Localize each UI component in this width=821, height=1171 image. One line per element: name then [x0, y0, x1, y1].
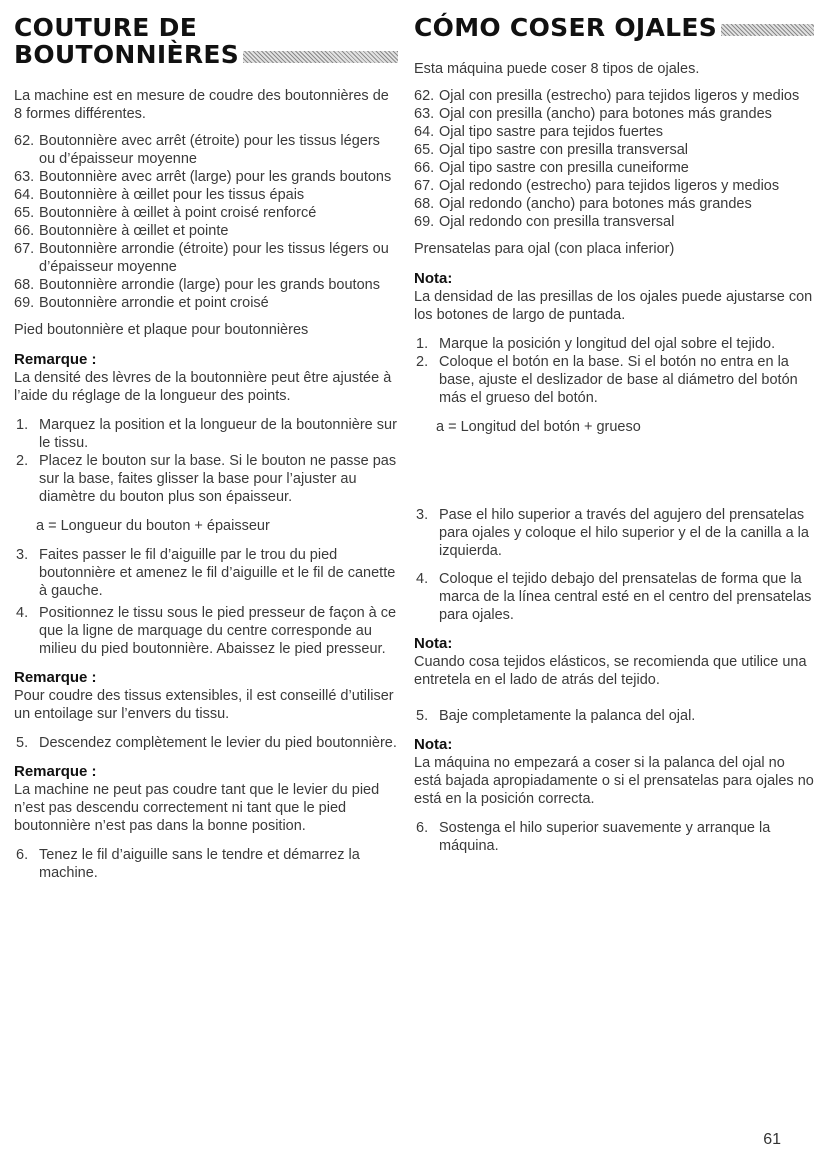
fr-intro: La machine est en mesure de coudre des boutonnières de 8 formes différentes. — [14, 88, 389, 122]
es-note-heading: Nota: — [414, 270, 453, 287]
es-step-3: 3. Pase el hilo superior a través del agujero del prensatelas para ojales y coloque el hilo superior y el de la canilla a la izquierda. — [416, 507, 809, 559]
list-item: 66. Ojal tipo sastre con presilla cuneiforme — [414, 160, 689, 176]
es-formula: a = Longitud del botón + grueso — [436, 419, 641, 435]
list-item: 62. Boutonnière avec arrêt (étroite) pour les tissus légers ou d’épaisseur moyenne — [14, 133, 380, 167]
list-item: 62. Ojal con presilla (estrecho) para tejidos ligeros y medios — [414, 88, 800, 104]
fr-remark-1: La densité des lèvres de la boutonnière peut être ajustée à l’aide du réglage de la longueur des points. — [14, 370, 392, 404]
fr-foot-note: Pied boutonnière et plaque pour boutonnières — [14, 322, 309, 338]
fr-formula: a = Longueur du bouton + épaisseur — [36, 518, 270, 534]
list-item: 68. Boutonnière arrondie (large) pour les grands boutons — [14, 277, 380, 293]
es-step-4: 4. Coloque el tejido debajo del prensatelas de forma que la marca de la línea central esté en el centro del prensatelas para ojales. — [416, 571, 812, 623]
list-item: 63. Ojal con presilla (ancho) para botones más grandes — [414, 106, 772, 122]
es-foot-note: Prensatelas para ojal (con placa inferior) — [414, 241, 675, 257]
list-item: 67. Ojal redondo (estrecho) para tejidos ligeros y medios — [414, 178, 780, 194]
list-item: 66. Boutonnière à œillet et pointe — [14, 223, 229, 239]
es-types-list — [414, 87, 814, 231]
fr-title-rule — [243, 51, 398, 63]
es-note-3: La máquina no empezará a coser si la palanca del ojal no está bajada apropiadamente o si el prensatelas para ojales no está en la posición correcta. — [414, 755, 814, 807]
es-intro: Esta máquina puede coser 8 tipos de ojales. — [414, 61, 700, 77]
es-step-1: 1. Marque la posición y longitud del ojal sobre el tejido. — [416, 336, 776, 352]
page-number: 61 — [763, 1131, 781, 1148]
fr-title-line2-wrap — [14, 41, 398, 68]
fr-title-line2: BOUTONNIÈRES — [14, 40, 240, 69]
list-item: 65. Boutonnière à œillet à point croisé renforcé — [14, 205, 317, 221]
es-step-2: 2. Coloque el botón en la base. Si el botón no entra en la base, ajuste el deslizador de base al diámetro del botón más el grueso del botón. — [416, 354, 798, 406]
fr-step-1: 1. Marquez la position et la longueur de la boutonnière sur le tissu. — [16, 417, 397, 451]
list-item: 69. Boutonnière arrondie et point croisé — [14, 295, 269, 311]
fr-remark-3: La machine ne peut pas coudre tant que le levier du pied n’est pas descendu correctement ni tant que le pied boutonnière n’est pas dans la bonne position. — [14, 782, 380, 834]
es-note-1: La densidad de las presillas de los ojales puede ajustarse con los botones de largo de puntada. — [414, 289, 813, 323]
fr-remark-heading: Remarque : — [14, 351, 97, 368]
french-column — [14, 14, 398, 882]
es-step-6: 6. Sostenga el hilo superior suavemente y arranque la máquina. — [416, 820, 771, 854]
fr-step-6: 6. Tenez le fil d’aiguille sans le tendre et démarrez la machine. — [16, 847, 360, 881]
list-item: 64. Ojal tipo sastre para tejidos fuertes — [414, 124, 664, 140]
es-title-rule — [721, 24, 814, 36]
list-item: 67. Boutonnière arrondie (étroite) pour les tissus légers ou d’épaisseur moyenne — [14, 241, 389, 275]
list-item: 69. Ojal redondo con presilla transversal — [414, 214, 675, 230]
fr-remark-2: Pour coudre des tissus extensibles, il est conseillé d’utiliser un entoilage sur l’envers du tissu. — [14, 688, 394, 722]
list-item: 65. Ojal tipo sastre con presilla transversal — [414, 142, 689, 158]
es-note-heading: Nota: — [414, 635, 453, 652]
es-note-heading: Nota: — [414, 736, 453, 753]
fr-title-line1: COUTURE DE — [14, 13, 198, 42]
es-title-wrap — [414, 14, 814, 41]
fr-step-5: 5. Descendez complètement le levier du pied boutonnière. — [16, 735, 397, 751]
fr-step-2: 2. Placez le bouton sur la base. Si le bouton ne passe pas sur la base, faites glisser la base pour l’ajuster au diamètre du bouton plus son épaisseur. — [16, 453, 397, 505]
spanish-column — [414, 14, 814, 855]
fr-remark-heading: Remarque : — [14, 669, 97, 686]
es-step-5: 5. Baje completamente la palanca del ojal. — [416, 708, 696, 724]
es-note-2: Cuando cosa tejidos elásticos, se recomienda que utilice una entretela en el lado de atrás del tejido. — [414, 654, 807, 688]
list-item: 63. Boutonnière avec arrêt (large) pour les grands boutons — [14, 169, 392, 185]
list-item: 68. Ojal redondo (ancho) para botones más grandes — [414, 196, 752, 212]
es-title: CÓMO COSER OJALES — [414, 13, 718, 42]
fr-types-list — [14, 132, 398, 312]
fr-step-3: 3. Faites passer le fil d’aiguille par le trou du pied boutonnière et amenez le fil d’aiguille et le fil de canette à gauche. — [16, 547, 396, 599]
fr-remark-heading: Remarque : — [14, 763, 97, 780]
fr-step-4: 4. Positionnez le tissu sous le pied presseur de façon à ce que la ligne de marquage du centre corresponde au milieu du pied boutonnière. Abaissez le pied presseur. — [16, 605, 397, 657]
list-item: 64. Boutonnière à œillet pour les tissus épais — [14, 187, 305, 203]
